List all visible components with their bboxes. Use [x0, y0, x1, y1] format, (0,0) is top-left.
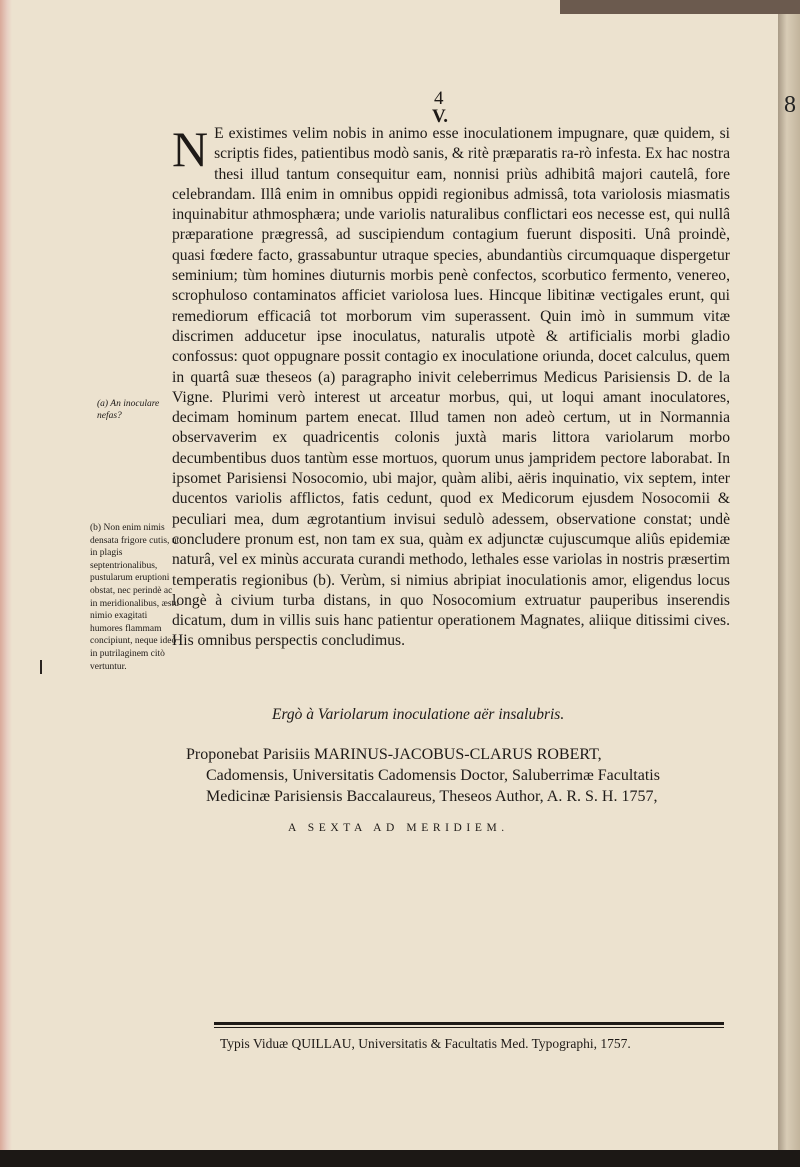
next-page-edge	[778, 14, 800, 1150]
section-number: V.	[432, 106, 449, 127]
paragraph-text: E existimes velim nobis in animo esse inoculationem impugnare, quæ quidem, si scriptis fides, patientibus modò sanis, & ritè præparatis ra-rò infesta. Ex hac nostra thesi illud tantum consequitur eam, nonnisi priùs adhibitâ majori cautelâ, fore celebrandam. Illâ enim in omnibus oppidi regionibus admissâ, tota variolosis miasmatis inquinabitur athmosphæra; unde variolis naturalibus conflictari eos necesse est, qui nullâ præparatione prægressâ, ad suscipiendum contagium fuerunt dispositi. Unâ proindè, quasi fœdere facto, grassabuntur utraque species, abundantiùs circumquaque dispergetur seminium; tùm homines diuturnis morbis penè confectos, scorbutico fermento, venereo, scrophuloso contaminatos afficiet variolosa lues. Hincque libitinæ vectigales erunt, qui remediorum efficaciâ tot morborum vim superassent. Quin imò in summum vitæ discrimen adducetur ipse inoculatus, naturalis utpotè & artificialis morbi gladio confossus: quot oppugnare possit contagio ex inoculatione oriunda, docet calculus, quem in quartâ suæ theseos (a) paragrapho inivit celeberrimus Medicus Parisiensis D. de la Vigne. Plurimi verò interest ut arceatur morbus, qui, ut loqui amant inoculatores, decimam hominum partem enecat. Illud tamen non adeò certum, ut in Normannia observaverim ex quadricentis colonis juxtà maris littora variolarum morbo decumbentibus duos tantùm esse mortuos, quorum unus jampridem pectore laborabat. In ipsomet Parisiensi Nosocomio, ubi major, quàm alibi, aëris inquinatio, vix septem, inter ducentos variolis afflictos, fatis cedunt, quod ex Medicorum ejusdem Nosocomii & peculiari mea, dum ægrotantium invisui sedulò adessem, observatione constat; undè concludere pronum est, non tam ex sua, quàm ex adjunctæ cujuscumque aliûs epidemiæ naturâ, vel ex minùs accurata curandi methodo, lethales esse variolas in nostris præsertim temperatis regionibus (b). Verùm, si nimius abripiat inoculationis amor, eligendus locus longè à civium turba distans, in quo Nosocomium extruatur pauperibus inserendis dicatum, dum in villis suis hanc patientur operationem Magnates, aliique ditissimi cives. His omnibus perspectis concludimus.	[172, 125, 730, 650]
defense-line-3: Medicinæ Parisiensis Baccalaureus, Theseos Author, A. R. S. H. 1757,	[206, 788, 658, 805]
defense-statement	[186, 744, 746, 807]
margin-mark	[40, 660, 42, 674]
printer-imprint: Typis Viduæ QUILLAU, Universitatis & Facultatis Med. Typographi, 1757.	[220, 1036, 631, 1051]
time-note: A SEXTA AD MERIDIEM.	[288, 822, 509, 834]
drop-cap: N	[172, 121, 209, 177]
marginal-note-b: (b) Non enim nimis densata frigore cutis, ut in plagis septentrionalibus, pustularum eruptioni obstat, nec perindè ac in meridionalibus, æstu nimio exagitati humores flammam concipiunt, neque ideò in putrilaginem citò vertuntur.	[90, 523, 180, 672]
defense-line-1: Proponebat Parisiis MARINUS-JACOBUS-CLARUS ROBERT,	[186, 746, 602, 763]
marginal-note-a: (a) An inoculare nefas?	[97, 399, 160, 421]
defense-line-2: Cadomensis, Universitatis Cadomensis Doctor, Saluberrimæ Facultatis	[206, 767, 660, 784]
page-left-edge	[0, 0, 12, 1150]
page-number: 4	[434, 88, 444, 109]
double-rule-divider	[214, 1022, 724, 1025]
book-spine-top	[560, 0, 800, 14]
conclusion-line: Ergò à Variolarum inoculatione aër insalubris.	[272, 706, 565, 723]
next-page-glyph: 8	[784, 92, 796, 118]
main-paragraph	[172, 121, 730, 652]
scan-bottom-edge	[0, 1150, 800, 1167]
